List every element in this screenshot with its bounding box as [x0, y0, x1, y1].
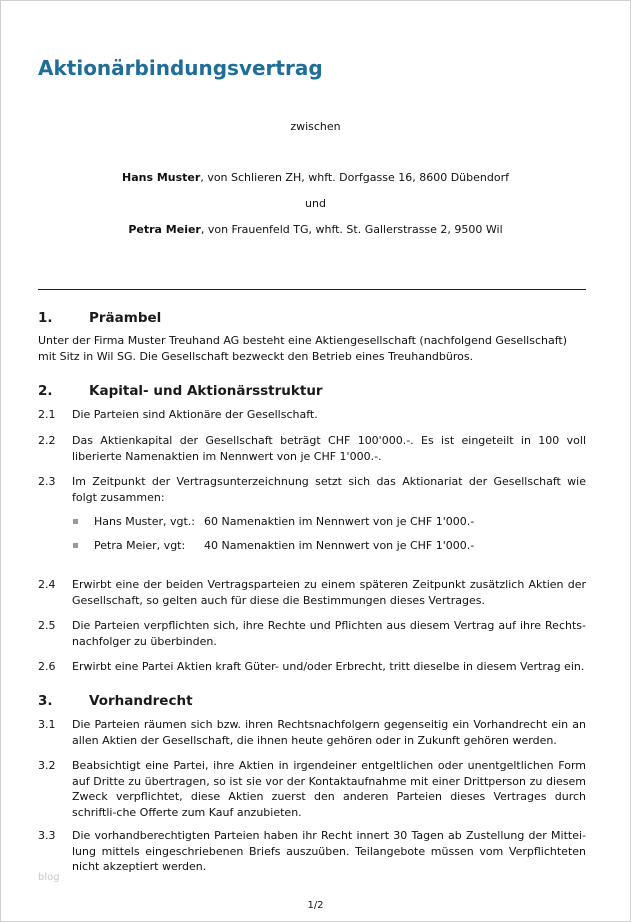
clause-text: Im Zeitpunkt der Vertragsunterzeichnung setzt sich das Aktionariat der Gesellschaft wie folgt zusammen:: [72, 475, 586, 504]
section-title: Vorhandrecht: [89, 693, 193, 709]
clause-number: 2.3: [38, 475, 56, 488]
section-title: Präambel: [89, 310, 162, 326]
watermark: blog: [38, 872, 60, 883]
shareholder-shares: 40 Namenaktien im Nennwert von je CHF 1'000.-: [204, 539, 475, 552]
page-number: 1/2: [307, 900, 324, 911]
party-2-details: , von Frauenfeld TG, whft. St. Gallerstrasse 2, 9500 Wil: [200, 223, 503, 236]
section-number: 3.: [38, 693, 53, 709]
bullet-square-icon: [73, 519, 78, 524]
clause-number: 2.2: [38, 434, 56, 447]
party-1-name: Hans Muster: [122, 171, 201, 184]
clause-text: Die Parteien verpflichten sich, ihre Rechte und Pflichten aus diesem Vertrag auf ihre Rechts-nachfolger zu überbinden.: [72, 619, 586, 648]
clause-text: Erwirbt eine der beiden Vertragsparteien zu einem späteren Zeitpunkt zusätzlich Aktien der Gesellschaft, so gelten auch für diese die Bestimmungen dieses Vertrages.: [72, 578, 586, 607]
clause-number: 2.4: [38, 578, 56, 591]
clause-text: Die Parteien räumen sich bzw. ihren Rechtsnachfolgern gegenseitig ein Vorhandrecht ein an allen Aktien der Gesellschaft, die ihnen heute gehören oder in Zukunft gehören werden.: [72, 718, 586, 747]
divider-rule: [38, 289, 586, 290]
clause-text: Erwirbt eine Partei Aktien kraft Güter- und/oder Erbrecht, tritt dieselbe in diesem Vertrag ein.: [72, 660, 585, 673]
party-2-line: [0, 223, 631, 236]
between-text: zwischen: [290, 120, 341, 133]
clause-text: Die vorhandberechtigten Parteien haben ihr Recht innert 30 Tagen ab Zustellung der Mittei-lung mittels eingeschriebenen Briefs auszuüben. Teilangebote müssen vom Verpflichteten nicht akzeptiert werden.: [72, 829, 586, 873]
clause-number: 3.1: [38, 718, 56, 731]
clause-number: 2.5: [38, 619, 56, 632]
section-heading-2: [38, 383, 323, 399]
clause-number: 2.1: [38, 408, 56, 421]
clause-number: 3.2: [38, 759, 56, 772]
shareholder-bullet-1: [73, 514, 474, 529]
clause-text: Beabsichtigt eine Partei, ihre Aktien in irgendeiner entgeltlichen oder unentgeltlichen Form auf Dritte zu übertragen, so ist sie vor der Kontaktaufnahme mit einer Drittperson zu diesem Zweck verpflichtet, diese Aktien zuerst den anderen Parteien dieses Vertrages durch schriftli-che Offerte zum Kauf anzubieten.: [72, 759, 586, 819]
section-number: 1.: [38, 310, 53, 326]
shareholder-name: Hans Muster, vgt.:: [94, 515, 196, 528]
clause-text: Das Aktienkapital der Gesellschaft beträgt CHF 100'000.-. Es ist eingeteilt in 100 voll liberierte Namenaktien im Nennwert von je CHF 1'000.-.: [72, 434, 586, 463]
section-heading-3: [38, 693, 193, 709]
clause-number: 3.3: [38, 829, 56, 842]
document-title: Aktionärbindungsvertrag: [38, 56, 323, 80]
shareholder-name: Petra Meier, vgt:: [94, 539, 186, 552]
shareholder-bullet-2: [73, 538, 474, 553]
bullet-square-icon: [73, 543, 78, 548]
preamble-paragraph: Unter der Firma Muster Treuhand AG besteht eine Aktiengesellschaft (nachfolgend Gesellschaft) mit Sitz in Wil SG. Die Gesellschaft bezweckt den Betrieb eines Treuhandbüros.: [38, 334, 567, 363]
party-1-details: , von Schlieren ZH, whft. Dorfgasse 16, 8600 Dübendorf: [200, 171, 509, 184]
shareholder-shares: 60 Namenaktien im Nennwert von je CHF 1'000.-: [204, 515, 475, 528]
party-2-name: Petra Meier: [128, 223, 201, 236]
section-heading-1: [38, 310, 161, 326]
section-title: Kapital- und Aktionärsstruktur: [89, 383, 323, 399]
and-text: und: [305, 197, 326, 210]
clause-text: Die Parteien sind Aktionäre der Gesellschaft.: [72, 408, 318, 421]
clause-number: 2.6: [38, 660, 56, 673]
party-1-line: [0, 171, 631, 184]
section-number: 2.: [38, 383, 53, 399]
